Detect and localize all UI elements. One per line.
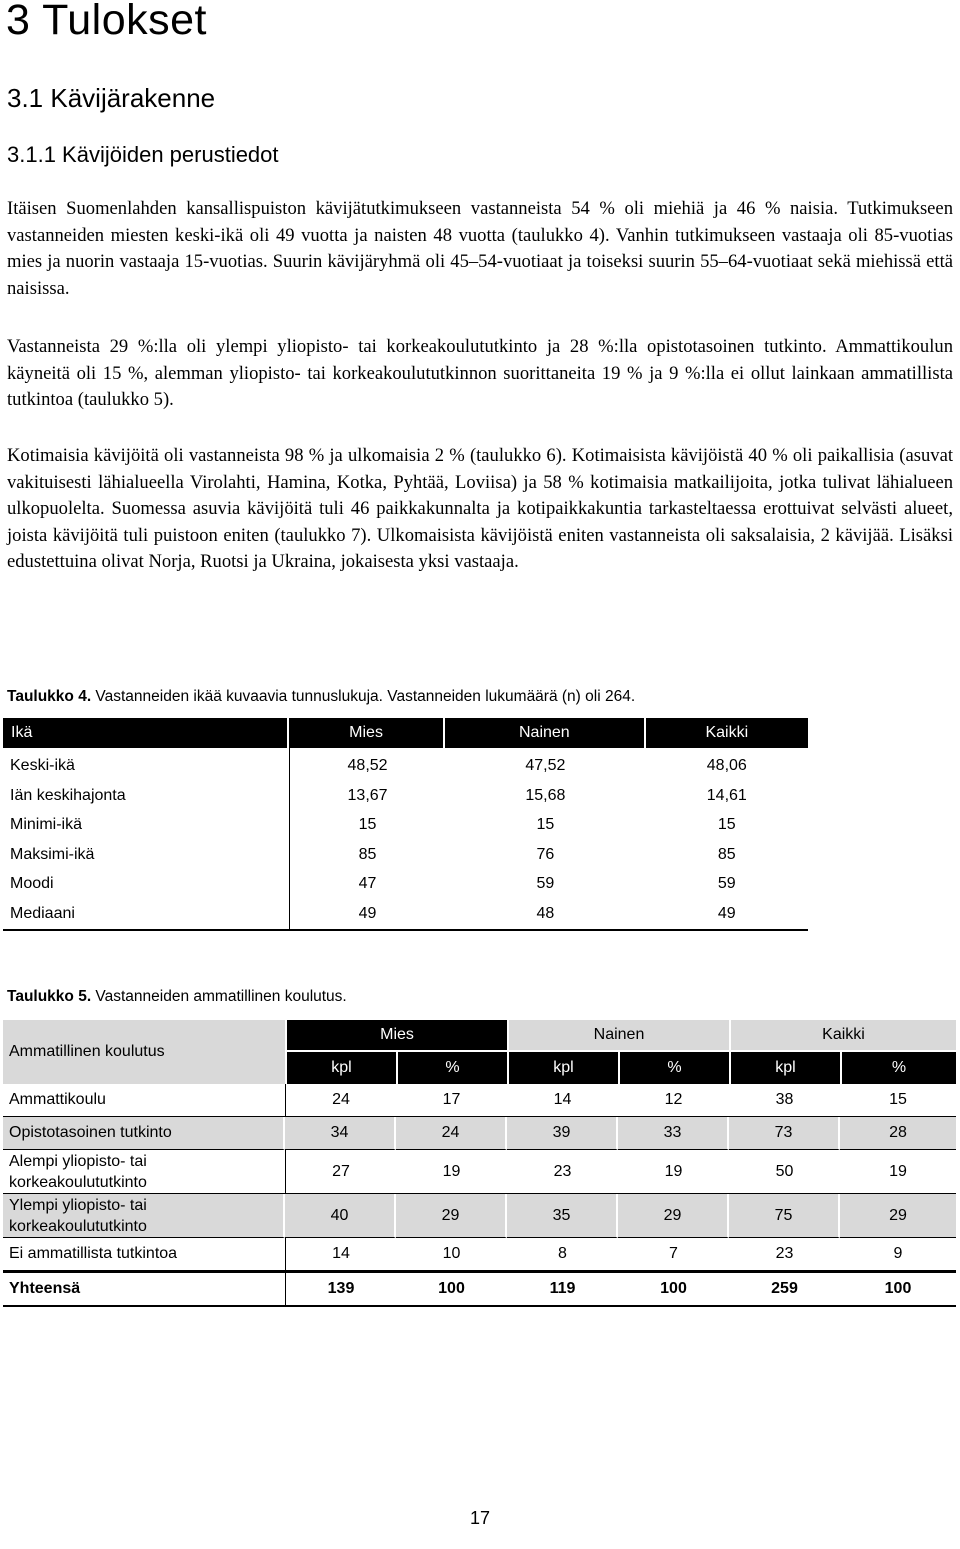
cell-value: 14: [285, 1238, 396, 1271]
cell-value: 15: [717, 816, 736, 834]
cell-value: 9: [840, 1238, 956, 1271]
table5-caption-text: Vastanneiden ammatillinen koulutus.: [91, 988, 347, 1005]
cell-value: 14,61: [706, 786, 747, 804]
total-value: 119: [507, 1271, 618, 1307]
cell-value: 49: [646, 899, 808, 931]
row-label: Ammattikoulu: [3, 1084, 285, 1117]
total-label: Yhteensä: [3, 1271, 285, 1307]
row-label: Maksimi-ikä: [10, 845, 95, 863]
table5-caption-label: Taulukko 5.: [7, 988, 92, 1005]
cell-value: 17: [396, 1084, 507, 1117]
cell-value: 27: [285, 1150, 396, 1194]
cell-value: 59: [717, 875, 736, 893]
cell-value: 73: [729, 1117, 840, 1150]
cell-value: 29: [840, 1194, 956, 1238]
table4-header-cell: Kaikki: [646, 718, 808, 748]
table4-header-cell: Nainen: [445, 718, 645, 748]
table5-subheader: %: [618, 1052, 729, 1084]
table5-group-header: Kaikki: [729, 1020, 956, 1052]
cell-value: 35: [507, 1194, 618, 1238]
cell-value: 49: [289, 899, 445, 931]
table5-row-header: Ammatillinen koulutus: [3, 1020, 285, 1084]
table-education: [3, 1020, 956, 1307]
table-row: [3, 899, 808, 931]
cell-value: 15: [289, 811, 445, 841]
cell-value: 13,67: [289, 781, 445, 811]
table5-header-row: [3, 1020, 956, 1052]
table4-header-cell: Ikä: [3, 718, 289, 748]
table5-caption: [7, 988, 347, 1006]
row-label: Keski-ikä: [10, 757, 75, 774]
cell-value: 76: [536, 845, 555, 863]
table5-group-header: Nainen: [507, 1020, 729, 1052]
row-label: Alempi yliopisto- tai korkeakoulututkinto: [3, 1150, 285, 1194]
table-row: [3, 781, 808, 811]
cell-value: 15: [536, 816, 555, 834]
cell-value: 59: [536, 875, 555, 893]
cell-value: 7: [618, 1238, 729, 1271]
cell-value: 39: [507, 1117, 618, 1150]
total-value: 259: [729, 1271, 840, 1307]
cell-value: 38: [729, 1084, 840, 1117]
cell-value: 40: [285, 1194, 396, 1238]
table5-subheader: %: [396, 1052, 507, 1084]
heading-kavijarakenne: 3.1 Kävijärakenne: [7, 83, 216, 113]
cell-value: 47,52: [525, 757, 566, 774]
cell-value: 85: [289, 840, 445, 870]
cell-value: 48: [445, 899, 645, 931]
table-row: [3, 1117, 956, 1150]
cell-value: 10: [396, 1238, 507, 1271]
total-value: 100: [396, 1271, 507, 1307]
total-value: 100: [618, 1271, 729, 1307]
table-row: [3, 1194, 956, 1238]
cell-value: 23: [507, 1150, 618, 1194]
cell-value: 29: [618, 1194, 729, 1238]
row-label: Opistotasoinen tutkinto: [3, 1117, 285, 1150]
cell-value: 23: [729, 1238, 840, 1271]
cell-value: 19: [840, 1150, 956, 1194]
paragraph-origin: Kotimaisia kävijöitä oli vastanneista 98 % ja ulkomaisia 2 % (taulukko 6). Kotimaisista kävijöistä 40 % oli paikallisia (asuvat vakituisesti lähialueella Virolahti, Hamina, Kotka, Pyhtää, Loviisa) ja 58 % kotimaisia matkailijoita, jotka tulivat lähialueen ulkopuolelta. Suomessa asuvia kävijöitä tuli 46 paikkakunnalta ja kotipaikkakuntia tarkasteltaessa erottuivat selvästi alueet, joista kävijöitä tuli puistoon eniten (taulukko 7). Ulkomaisista kävijöistä eniten vastanneista oli saksalaisia, 2 kävijää. Lisäksi edustettuina olivat Norja, Ruotsi ja Ukraina, jokaisesta yksi vastaaja.: [7, 445, 953, 572]
cell-value: 34: [285, 1117, 396, 1150]
table-row: [3, 1238, 956, 1271]
cell-value: 47: [289, 870, 445, 900]
cell-value: 48,52: [289, 748, 445, 781]
table5-subheader: kpl: [507, 1052, 618, 1084]
heading-tulokset: 3 Tulokset: [6, 0, 207, 44]
table5-subheader: %: [840, 1052, 956, 1084]
table-row: [3, 748, 808, 781]
cell-value: 33: [618, 1117, 729, 1150]
page-number: 17: [469, 1508, 491, 1528]
table4-header-row: [3, 718, 808, 748]
cell-value: 24: [396, 1117, 507, 1150]
cell-value: 15: [840, 1084, 956, 1117]
cell-value: 19: [618, 1150, 729, 1194]
table4-caption: [7, 688, 635, 706]
row-label: Minimi-ikä: [10, 816, 82, 834]
cell-value: 14: [507, 1084, 618, 1117]
row-label: Mediaani: [3, 899, 289, 931]
table-row: [3, 811, 808, 841]
table-row: [3, 1084, 956, 1117]
paragraph-gender-age: Itäisen Suomenlahden kansallispuiston kävijätutkimukseen vastanneista 54 % oli miehiä ja 46 % naisia. Tutkimukseen vastanneiden miesten keski-ikä oli 49 vuotta ja naisten 48 vuotta (taulukko 4). Vanhin tutkimukseen vastaaja oli 85-vuotias mies ja nuorin vastaaja 15-vuotias. Suurin kävijäryhmä oli 45–54-vuotiaat ja toiseksi suurin 55–64-vuotiaat sekä miehissä että naisissa.: [7, 198, 953, 299]
table-row: [3, 1150, 956, 1194]
cell-value: 75: [729, 1194, 840, 1238]
table5-subheader: kpl: [285, 1052, 396, 1084]
row-label: Moodi: [10, 875, 54, 893]
paragraph-education: Vastanneista 29 %:lla oli ylempi yliopisto- tai korkeakoulututkinto ja 28 %:lla opistotasoinen tutkinto. Ammattikoulun käyneitä oli 15 %, alemman yliopisto- tai korkeakoulututkinnon suorittaneita 19 % ja 9 %:lla ei ollut lainkaan ammatillista tutkintoa (taulukko 5).: [7, 336, 953, 410]
cell-value: 15,68: [525, 786, 566, 804]
table4-header-cell: Mies: [289, 718, 445, 748]
table5-subheader: kpl: [729, 1052, 840, 1084]
table4-caption-text: Vastanneiden ikää kuvaavia tunnuslukuja. Vastanneiden lukumäärä (n) oli 264.: [91, 688, 636, 705]
cell-value: 12: [618, 1084, 729, 1117]
table5-group-header: Mies: [285, 1020, 507, 1052]
cell-value: 48,06: [706, 757, 747, 774]
table4-caption-label: Taulukko 4.: [7, 688, 92, 705]
cell-value: 24: [285, 1084, 396, 1117]
cell-value: 8: [507, 1238, 618, 1271]
row-label: Ylempi yliopisto- tai korkeakoulututkinto: [3, 1194, 285, 1238]
cell-value: 85: [717, 845, 736, 863]
table-total-row: [3, 1271, 956, 1307]
cell-value: 29: [396, 1194, 507, 1238]
cell-value: 28: [840, 1117, 956, 1150]
cell-value: 19: [396, 1150, 507, 1194]
table-row: [3, 840, 808, 870]
cell-value: 50: [729, 1150, 840, 1194]
table-age-statistics: [3, 718, 808, 931]
heading-perustiedot: 3.1.1 Kävijöiden perustiedot: [7, 142, 279, 167]
total-value: 139: [285, 1271, 396, 1307]
row-label: Ei ammatillista tutkintoa: [3, 1238, 285, 1271]
row-label: Iän keskihajonta: [10, 786, 126, 804]
table-row: [3, 870, 808, 900]
total-value: 100: [840, 1271, 956, 1307]
